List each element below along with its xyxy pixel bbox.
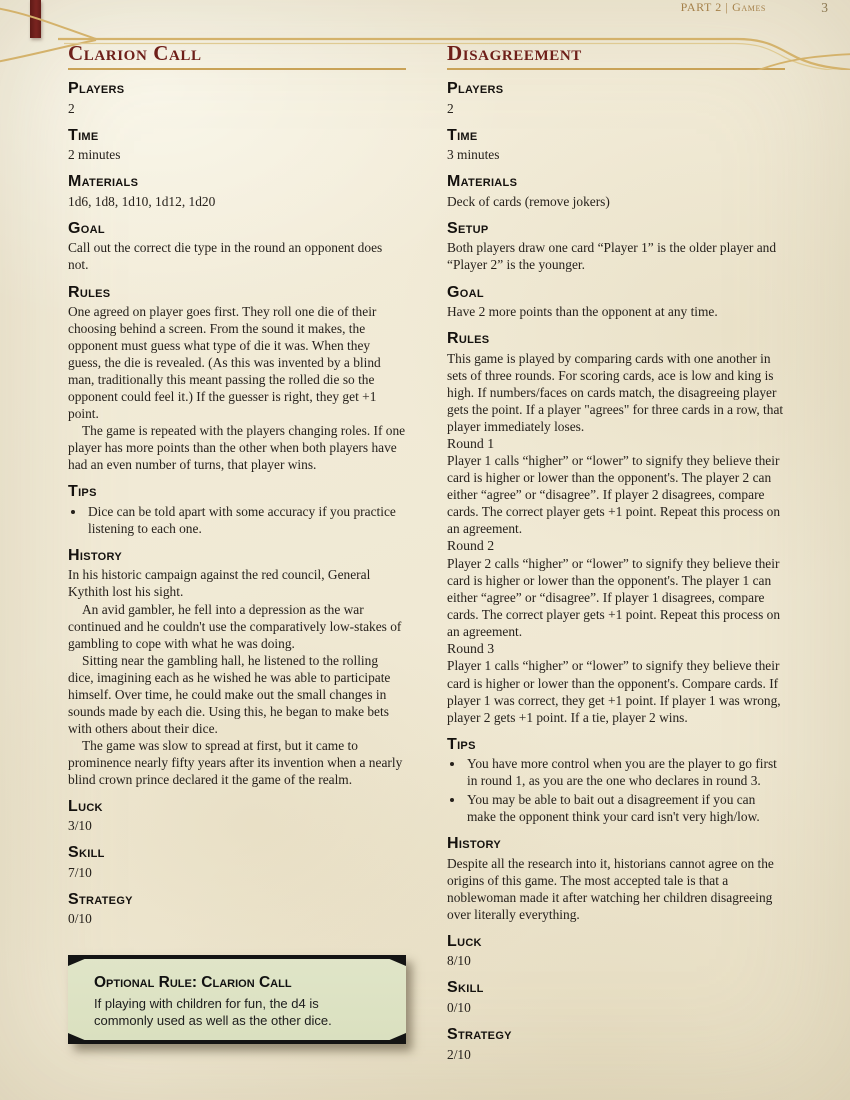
section-skill xyxy=(447,979,785,1016)
history-text xyxy=(447,855,785,923)
materials-value: 1d6, 1d8, 1d10, 1d12, 1d20 xyxy=(68,193,216,209)
section-heading: Rules xyxy=(447,330,490,348)
section-skill xyxy=(68,844,406,881)
paragraph: One agreed on player goes first. They roll one die of their choosing behind a screen. From the sound it makes, the opponent must guess what type of die it was. When they guess, the die is revealed. (As this was invented by a blind man, traditionally this meant passing the rolled die so the opponent could feel it.) If the guesser is right, they get +1 point. xyxy=(68,304,381,422)
tip-item: • Dice can be told apart with some accuracy if you practice listening to each one. xyxy=(86,503,406,537)
paragraph: Sitting near the gambling hall, he listened to the rolling dice, imagining each as he wished he was able to participate himself. Over time, he could make out the small changes in sounds made by each die. Using this, he began to make bets with others about their dice. xyxy=(68,652,391,736)
box-corner-wedge xyxy=(68,955,94,966)
section-heading: Strategy xyxy=(447,1026,512,1044)
section-goal xyxy=(447,284,785,321)
goal-text: Call out the correct die type in the round an opponent does not. xyxy=(68,240,383,273)
rules-text xyxy=(68,303,406,473)
round-heading: Round 2 xyxy=(447,538,495,554)
players-value: 2 xyxy=(68,100,75,116)
goal-text: Have 2 more points than the opponent at any time. xyxy=(447,304,718,320)
round-heading: Round 3 xyxy=(447,640,495,656)
section-heading: Tips xyxy=(68,483,97,501)
section-heading: Players xyxy=(68,80,125,98)
section-time xyxy=(447,127,785,164)
materials-value: Deck of cards (remove jokers) xyxy=(447,193,610,209)
game-column-clarion-call xyxy=(68,42,406,1044)
paragraph: This game is played by comparing cards with one another in sets of three rounds. For scoring cards, ace is low and king is high. If numbers/faces on cards match, the disagreeing player gets the point. If a player "agrees" for three cards in a row, that player immediately loses. xyxy=(447,350,784,434)
section-materials xyxy=(447,173,785,210)
box-corner-wedge xyxy=(380,955,406,966)
box-top-bar xyxy=(68,955,406,959)
game-title: Clarion Call xyxy=(68,42,406,70)
section-heading: History xyxy=(447,835,501,853)
optional-rule-text: If playing with children for fun, the d4 is commonly used as well as the other dice. xyxy=(94,995,332,1028)
section-heading: Strategy xyxy=(68,890,133,908)
paragraph: The game was slow to spread at first, but it came to prominence nearly fifty years after its invention when a nearly blind crown prince declared it the game of the realm. xyxy=(68,737,403,787)
box-corner-wedge xyxy=(68,1033,94,1044)
section-luck xyxy=(447,933,785,970)
strategy-value: 2/10 xyxy=(447,1046,471,1062)
paragraph: The game is repeated with the players changing roles. If one player has more points than the other when both players have had an even number of turns, that player wins. xyxy=(68,423,406,473)
box-bottom-bar xyxy=(68,1040,406,1044)
section-heading: Goal xyxy=(68,219,105,237)
section-heading: History xyxy=(68,546,122,564)
section-history xyxy=(447,835,785,923)
setup-text: Both players draw one card “Player 1” is the older player and “Player 2” is the younger. xyxy=(447,240,777,273)
game-column-disagreement xyxy=(447,42,785,1072)
section-heading: Luck xyxy=(447,932,482,950)
section-heading: Skill xyxy=(68,844,105,862)
history-text xyxy=(68,566,406,787)
section-heading: Goal xyxy=(447,283,484,301)
section-heading: Setup xyxy=(447,219,489,237)
section-tips xyxy=(68,483,406,537)
section-players xyxy=(447,80,785,117)
section-heading: Luck xyxy=(68,797,103,815)
section-time xyxy=(68,127,406,164)
paragraph: Despite all the research into it, historians cannot agree on the origins of this game. The most accepted tale is that a noblewoman made it after watching her children disagreeing over literally everything. xyxy=(447,855,774,922)
section-heading: Skill xyxy=(447,979,484,997)
tips-list xyxy=(68,503,406,537)
strategy-value: 0/10 xyxy=(68,911,92,927)
section-goal xyxy=(68,220,406,274)
players-value: 2 xyxy=(447,100,454,116)
paragraph: Player 1 calls “higher” or “lower” to signify they believe their card is higher or lower than the opponent's. Compare cards. If player 1 was correct, they get +1 point. If player 1 was wrong, player 2 gets +1 point. If a tie, player 2 wins. xyxy=(447,658,781,725)
section-heading: Materials xyxy=(447,173,518,191)
section-rules xyxy=(447,330,785,725)
section-heading: Time xyxy=(447,126,478,144)
section-heading: Rules xyxy=(68,283,111,301)
tip-item: • You have more control when you are the player to go first in round 1, as you are the one who declares in round 3. xyxy=(465,755,785,789)
page-number: 3 xyxy=(821,0,828,15)
optional-rule-box xyxy=(68,955,406,1044)
game-title: Disagreement xyxy=(447,42,785,70)
tip-item: • You may be able to bait out a disagreement if you can make the opponent think your card isn't very high/low. xyxy=(465,791,785,825)
section-heading: Tips xyxy=(447,735,476,753)
tips-list xyxy=(447,755,785,825)
section-strategy xyxy=(68,891,406,928)
paragraph: In his historic campaign against the red council, General Kythith lost his sight. xyxy=(68,567,371,600)
paragraph: Player 2 calls “higher” or “lower” to signify they believe their card is higher or lower than the opponent's. The player 1 can either “agree” or “disagree”. If player 1 disagrees, compare cards. The correct player gets +1 point. Repeat this process on an agreement. xyxy=(447,555,781,639)
section-luck xyxy=(68,798,406,835)
section-heading: Players xyxy=(447,80,504,98)
paragraph: An avid gambler, he fell into a depression as the war continued and he couldn't use the comparatively low-stakes of gambling to cope with what he was doing. xyxy=(68,601,402,651)
paragraph: Player 1 calls “higher” or “lower” to signify they believe their card is higher or lower than the opponent's. The player 2 can either “agree” or “disagree”. If player 2 disagrees, compare cards. The correct player gets +1 point. Repeat this process on an agreement. xyxy=(447,453,781,537)
footer-part-label: PART 2 | Games xyxy=(680,0,766,14)
section-tips xyxy=(447,736,785,826)
time-value: 2 minutes xyxy=(68,147,121,163)
round-heading: Round 1 xyxy=(447,435,495,451)
luck-value: 8/10 xyxy=(447,953,471,969)
section-heading: Time xyxy=(68,126,99,144)
luck-value: 3/10 xyxy=(68,818,92,834)
section-materials xyxy=(68,173,406,210)
skill-value: 0/10 xyxy=(447,1000,471,1016)
rules-text xyxy=(447,350,785,726)
section-heading: Materials xyxy=(68,173,139,191)
time-value: 3 minutes xyxy=(447,147,500,163)
skill-value: 7/10 xyxy=(68,864,92,880)
section-history xyxy=(68,547,406,788)
section-rules xyxy=(68,284,406,474)
box-corner-wedge xyxy=(380,1033,406,1044)
section-strategy xyxy=(447,1026,785,1063)
optional-rule-title: Optional Rule: Clarion Call xyxy=(94,973,292,991)
section-players xyxy=(68,80,406,117)
section-setup xyxy=(447,220,785,274)
